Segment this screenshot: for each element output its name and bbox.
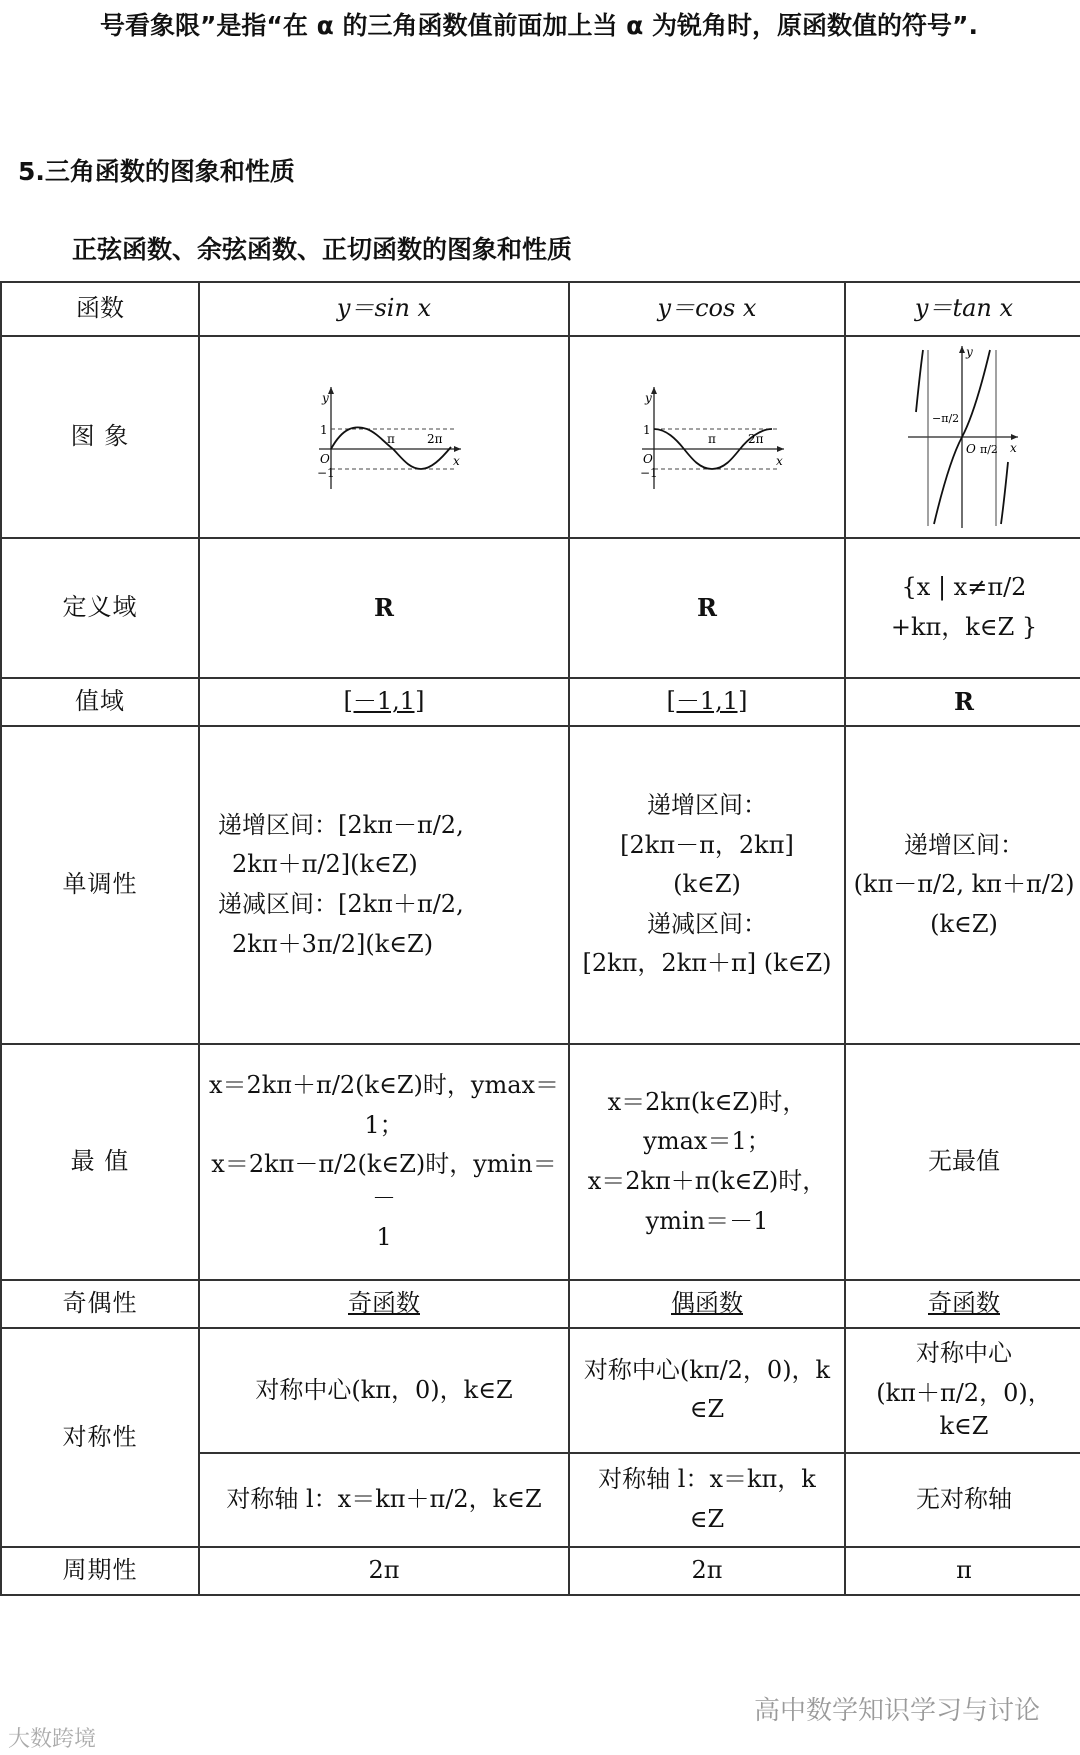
domain-row: [1, 538, 1080, 678]
svg-text:O: O: [643, 452, 653, 466]
tan-symmetry-axis: 无对称轴: [845, 1453, 1080, 1547]
svg-text:−1: −1: [640, 466, 658, 480]
period-row: [1, 1547, 1080, 1595]
extremum-label: 最 值: [1, 1044, 199, 1280]
monotonic-label: 单调性: [1, 726, 199, 1044]
sin-extremum: x＝2kπ＋π/2(k∈Z)时，ymax＝ 1； x＝2kπ－π/2(k∈Z)时，ymin＝－ 1: [199, 1044, 569, 1280]
header-row: [1, 282, 1080, 336]
svg-text:2π: 2π: [748, 432, 764, 446]
svg-text:y: y: [645, 391, 652, 405]
tan-monotonic: 递增区间： (kπ－π/2, kπ＋π/2) (k∈Z): [845, 726, 1080, 1044]
watermark-account: 高中数学知识学习与讨论: [753, 1696, 1040, 1726]
cos-parity: 偶函数: [569, 1280, 845, 1328]
parity-label: 奇偶性: [1, 1280, 199, 1328]
sin-domain: R: [199, 538, 569, 678]
svg-text:π: π: [708, 432, 716, 446]
sin-parity: 奇函数: [199, 1280, 569, 1328]
watermark-logo-text: 大数跨境: [8, 1727, 97, 1752]
table-title: 正弦函数、余弦函数、正切函数的图象和性质: [72, 235, 573, 264]
svg-text:π/2: π/2: [980, 443, 998, 456]
svg-text:−π/2: −π/2: [932, 412, 960, 425]
tan-parity: 奇函数: [845, 1280, 1080, 1328]
tan-period: π: [845, 1547, 1080, 1595]
tan-symmetry-center: 对称中心 (kπ＋π/2，0)，k∈Z: [845, 1328, 1080, 1453]
svg-text:O: O: [966, 442, 976, 456]
range-row: [1, 678, 1080, 726]
svg-text:x: x: [776, 454, 783, 468]
extremum-row: [1, 1044, 1080, 1280]
svg-text:y: y: [322, 391, 329, 405]
tan-range: R: [845, 678, 1080, 726]
svg-text:x: x: [1010, 441, 1017, 455]
svg-text:1: 1: [643, 423, 651, 437]
header-cos: y＝cos x: [569, 282, 845, 336]
cos-monotonic: 递增区间： [2kπ－π，2kπ] (k∈Z) 递减区间： [2kπ，2kπ＋π] (k∈Z): [569, 726, 845, 1044]
cos-domain: R: [569, 538, 845, 678]
cos-symmetry-center: 对称中心(kπ/2，0)，k ∈Z: [569, 1328, 845, 1453]
svg-text:2π: 2π: [427, 432, 443, 446]
range-label: 值域: [1, 678, 199, 726]
header-function: 函数: [1, 282, 199, 336]
cos-graph-cell: [569, 336, 845, 538]
sin-monotonic: 递增区间：[2kπ－π/2, 2kπ＋π/2](k∈Z) 递减区间：[2kπ＋π/2, 2kπ＋3π/2](k∈Z): [199, 726, 569, 1044]
intro-line: 号看象限”是指“在 α 的三角函数值前面加上当 α 为锐角时，原函数值的符号”.: [100, 11, 978, 40]
svg-text:1: 1: [320, 423, 328, 437]
cos-symmetry-axis: 对称轴 l：x＝kπ，k ∈Z: [569, 1453, 845, 1547]
svg-text:−1: −1: [317, 466, 335, 480]
graph-row: [1, 336, 1080, 538]
cos-extremum: x＝2kπ(k∈Z)时， ymax＝1； x＝2kπ＋π(k∈Z)时， ymin＝－1: [569, 1044, 845, 1280]
section-title: 5.三角函数的图象和性质: [18, 157, 295, 186]
symmetry-label: 对称性: [1, 1328, 199, 1547]
tan-graph-cell: [845, 336, 1080, 538]
svg-text:O: O: [320, 452, 330, 466]
sin-symmetry-center: 对称中心(kπ，0)，k∈Z: [199, 1328, 569, 1453]
parity-row: [1, 1280, 1080, 1328]
header-sin: y＝sin x: [199, 282, 569, 336]
sin-period: 2π: [199, 1547, 569, 1595]
sin-symmetry-axis: 对称轴 l：x＝kπ＋π/2，k∈Z: [199, 1453, 569, 1547]
sin-graph-cell: [199, 336, 569, 538]
period-label: 周期性: [1, 1547, 199, 1595]
svg-text:x: x: [453, 454, 460, 468]
cos-range: [－1,1]: [569, 678, 845, 726]
svg-text:y: y: [966, 345, 973, 359]
cos-period: 2π: [569, 1547, 845, 1595]
header-tan: y＝tan x: [845, 282, 1080, 336]
tan-graph: [904, 342, 1024, 532]
trig-properties-table: [0, 281, 1080, 1596]
sin-range: [－1,1]: [199, 678, 569, 726]
monotonic-row: [1, 726, 1080, 1044]
graph-label: 图 象: [1, 336, 199, 538]
sin-graph: [299, 377, 469, 497]
tan-extremum: 无最值: [845, 1044, 1080, 1280]
svg-text:π: π: [387, 432, 395, 446]
domain-label: 定义域: [1, 538, 199, 678]
cos-graph: [622, 377, 792, 497]
tan-domain: {x | x≠π/2 +kπ，k∈Z }: [845, 538, 1080, 678]
symmetry-center-row: [1, 1328, 1080, 1453]
